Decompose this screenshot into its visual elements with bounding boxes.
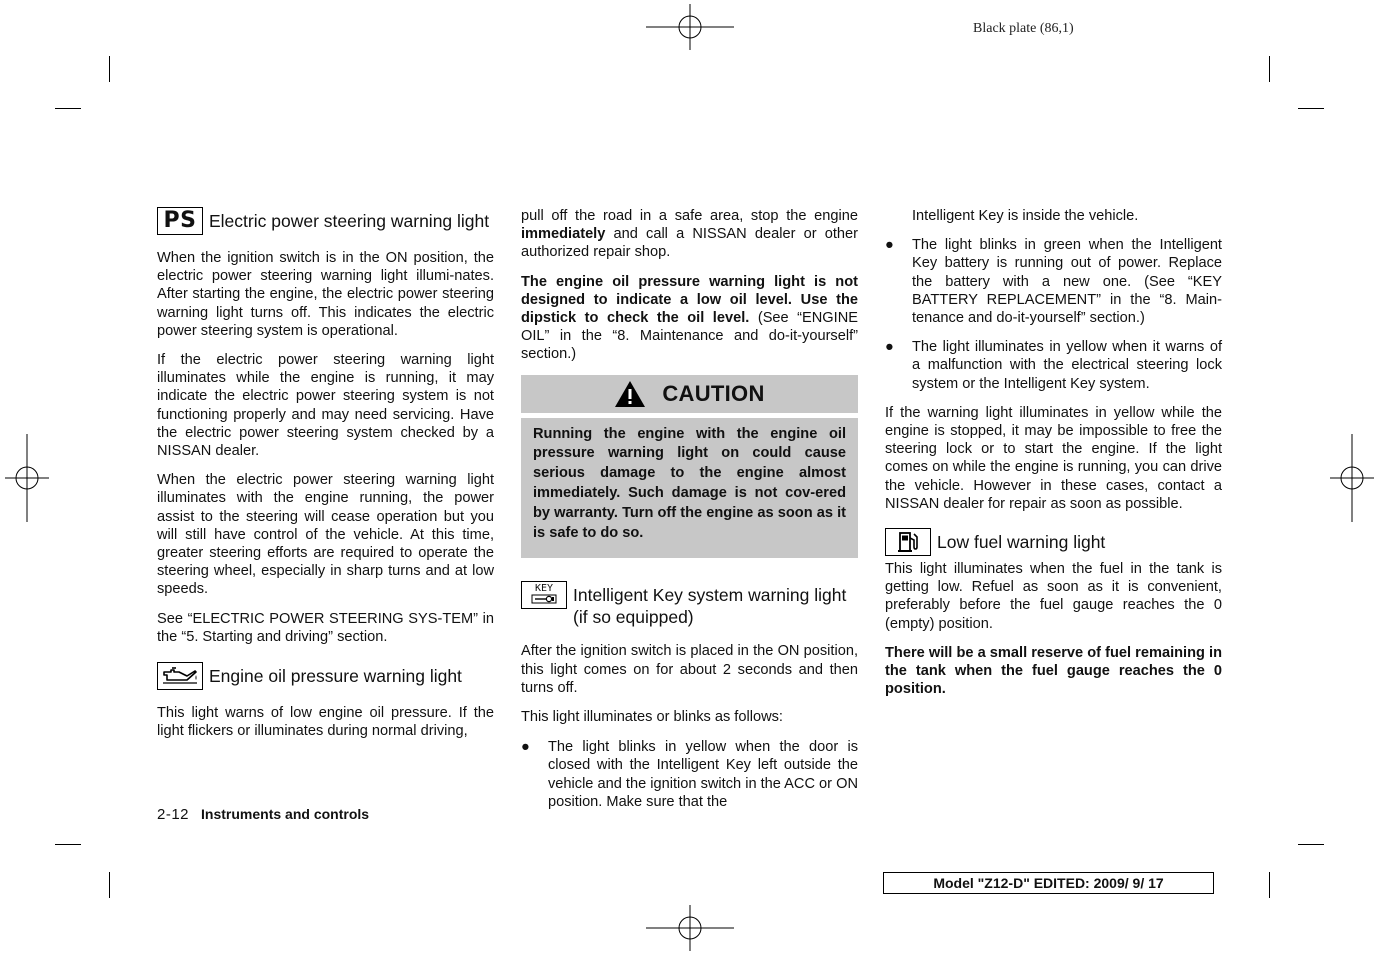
- column-1: [157, 207, 494, 751]
- fuel-title: Low fuel warning light: [937, 532, 1106, 553]
- ps-heading: [157, 207, 494, 235]
- key-heading: [521, 581, 858, 628]
- ps-paragraph-4: See “ELECTRIC POWER STEERING SYS-TEM” in the “5. Starting and driving” section.: [157, 610, 494, 645]
- key-title: Intelligent Key system warning light (if so equipped): [573, 585, 847, 628]
- warning-triangle-icon: [614, 380, 646, 408]
- ps-title: Electric power steering warning light: [209, 211, 490, 231]
- model-edited-box: Model "Z12-D" EDITED: 2009/ 9/ 17: [883, 872, 1214, 894]
- ps-paragraph-2: If the electric power steering warning light illuminates while the engine is running, it may indicate the electric power steering system is not functioning properly and may need servicing. Have the electric power steering system checked by a NISSAN dealer.: [157, 352, 494, 460]
- key-paragraph-2: This light illuminates or blinks as follows:: [521, 709, 783, 726]
- oil-paragraph-1: This light warns of low engine oil pressure. If the light flickers or illuminates during normal driving,: [157, 705, 494, 740]
- oil-paragraph-3: The engine oil pressure warning light is not designed to indicate a low oil level. Use the dipstick to check the oil level. (See “ENGINE OIL” in the “8. Maintenance and do-it-yourself” section.): [521, 273, 858, 363]
- key-continuation: Intelligent Key is inside the vehicle.: [912, 208, 1139, 224]
- fuel-paragraph-1: This light illuminates when the fuel in the tank is getting low. Refuel as soon as it is convenient, preferably before the fuel gauge reaches the 0 (empty) position.: [885, 561, 1222, 632]
- oil-paragraph-2: pull off the road in a safe area, stop the engine immediately and call a NISSAN dealer or other authorized repair shop.: [521, 208, 858, 261]
- fuel-heading: [885, 528, 1222, 556]
- oil-title: Engine oil pressure warning light: [209, 666, 462, 687]
- fuel-pump-icon: [885, 528, 931, 556]
- list-item: ● The light blinks in yellow when the door is closed with the Intelligent Key left outside the vehicle and the ignition switch in the ACC or ON position. Make sure that the: [521, 739, 858, 810]
- plate-label: Black plate (86,1): [973, 21, 1074, 36]
- key-bullet-list-2: [885, 236, 1222, 393]
- page-number: 2-12: [157, 806, 190, 823]
- registration-mark-bottom: [646, 905, 734, 951]
- ps-paragraph-1: When the ignition switch is in the ON position, the electric power steering warning light illumi-nates. After starting the engine, the electric power steering warning light turns off. This indicates the electric power steering system is operational.: [157, 250, 494, 339]
- caution-body: [521, 418, 858, 559]
- key-paragraph-1: After the ignition switch is placed in the ON position, this light comes on for about 2 seconds and then turns off.: [521, 643, 858, 696]
- ps-paragraph-3: When the electric power steering warning light illuminates with the engine running, the power assist to the steering will cease operation but you will still have control of the vehicle. At this time, greater steering efforts are required to operate the steering wheel, especially in sharp turns and at low speeds.: [157, 472, 494, 598]
- registration-mark-left: [5, 434, 49, 522]
- caution-header: [521, 375, 858, 413]
- power-steering-icon: PS: [157, 207, 203, 235]
- registration-mark-top: [646, 4, 734, 50]
- section-name: Instruments and controls: [201, 806, 370, 822]
- key-paragraph-3: If the warning light illuminates in yellow while the engine is stopped, it may be impossible to free the steering lock or to start the engine. If the light comes on while the engine is running, you can drive the vehicle. However in these cases, contact a NISSAN dealer for repair as soon as possible.: [885, 404, 1222, 512]
- key-bullet-list: [521, 738, 858, 811]
- column-3: [885, 207, 1222, 709]
- caution-text: Running the engine with the engine oil pressure warning light on could cause serious damage to the engine almost immediately. Such damage is not cov-ered by warranty. Turn off the engine as soon as it is safe to do so.: [533, 425, 846, 541]
- oil-heading: [157, 662, 494, 690]
- caution-box: [521, 375, 858, 559]
- registration-mark-right: [1330, 434, 1374, 522]
- key-icon: KEY: [521, 581, 567, 609]
- fuel-paragraph-2: There will be a small reserve of fuel remaining in the tank when the fuel gauge reaches the 0 position.: [885, 644, 1222, 698]
- list-item: ● The light blinks in green when the Intelligent Key battery is running out of power. Replace the battery with a new one. (See “KEY BATTERY REPLACEMENT” in the “8. Main-tenance and do-it-yourself” section.): [885, 237, 1222, 327]
- column-2: [521, 207, 858, 822]
- caution-title: CAUTION: [662, 380, 765, 406]
- list-item: ● The light illuminates in yellow when it warns of a malfunction with the electrical steering lock system or the Intelligent Key system.: [885, 339, 1222, 392]
- page-footer: [157, 806, 369, 823]
- oil-can-icon: [157, 662, 203, 690]
